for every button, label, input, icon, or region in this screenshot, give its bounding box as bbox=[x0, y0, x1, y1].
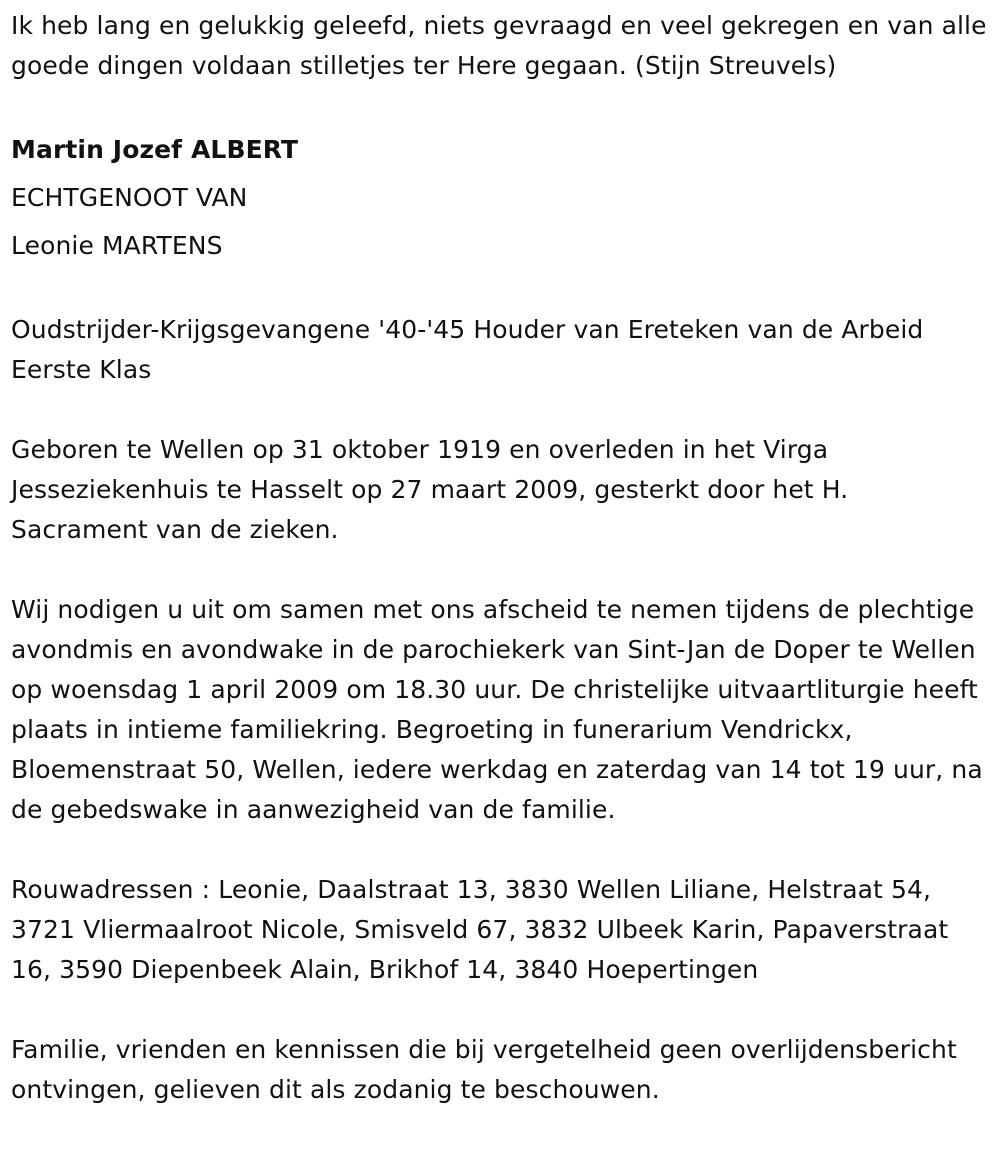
spacer bbox=[11, 270, 1000, 310]
quote-paragraph: Ik heb lang en gelukkig geleefd, niets gevraagd en veel gekregen en van alle goede dingen voldaan stilletjes ter Here gegaan. (Stijn Streuvels) bbox=[11, 11, 987, 80]
spacer bbox=[11, 990, 1000, 1030]
spouse-label: ECHTGENOOT VAN bbox=[11, 183, 248, 212]
invitation-paragraph: Wij nodigen u uit om samen met ons afscheid te nemen tijdens de plechtige avondmis en avondwake in de parochiekerk van Sint-Jan de Doper te Wellen op woensdag 1 april 2009 om 18.30 uur. De christelijke uitvaartliturgie heeft plaats in intieme familiekring. Begroeting in funerarium Vendrickx, Bloemenstraat 50, Wellen, iedere werkdag en zaterdag van 14 tot 19 uur, na de gebedswake in aanwezigheid van de familie. bbox=[11, 595, 983, 824]
closing-paragraph: Familie, vrienden en kennissen die bij vergetelheid geen overlijdensbericht ontvingen, gelieven dit als zodanig te beschouwen. bbox=[11, 1035, 957, 1104]
addresses-paragraph: Rouwadressen : Leonie, Daalstraat 13, 3830 Wellen Liliane, Helstraat 54, 3721 Vliermaalroot Nicole, Smisveld 67, 3832 Ulbeek Karin, Papaverstraat 16, 3590 Diepenbeek Alain, Brikhof 14, 3840 Hoepertingen bbox=[11, 875, 949, 984]
spacer bbox=[11, 390, 1000, 430]
birth-death-paragraph: Geboren te Wellen op 31 oktober 1919 en overleden in het Virga Jesseziekenhuis te Hasselt op 27 maart 2009, gesterkt door het H. Sacrament van de zieken. bbox=[11, 435, 849, 544]
spouse-name: Leonie MARTENS bbox=[11, 231, 223, 260]
spacer bbox=[11, 86, 1000, 126]
spacer bbox=[11, 550, 1000, 590]
spacer bbox=[11, 830, 1000, 870]
deceased-name: Martin Jozef ALBERT bbox=[11, 135, 299, 164]
titles-paragraph: Oudstrijder-Krijgsgevangene '40-'45 Houder van Ereteken van de Arbeid Eerste Klas bbox=[11, 315, 924, 384]
